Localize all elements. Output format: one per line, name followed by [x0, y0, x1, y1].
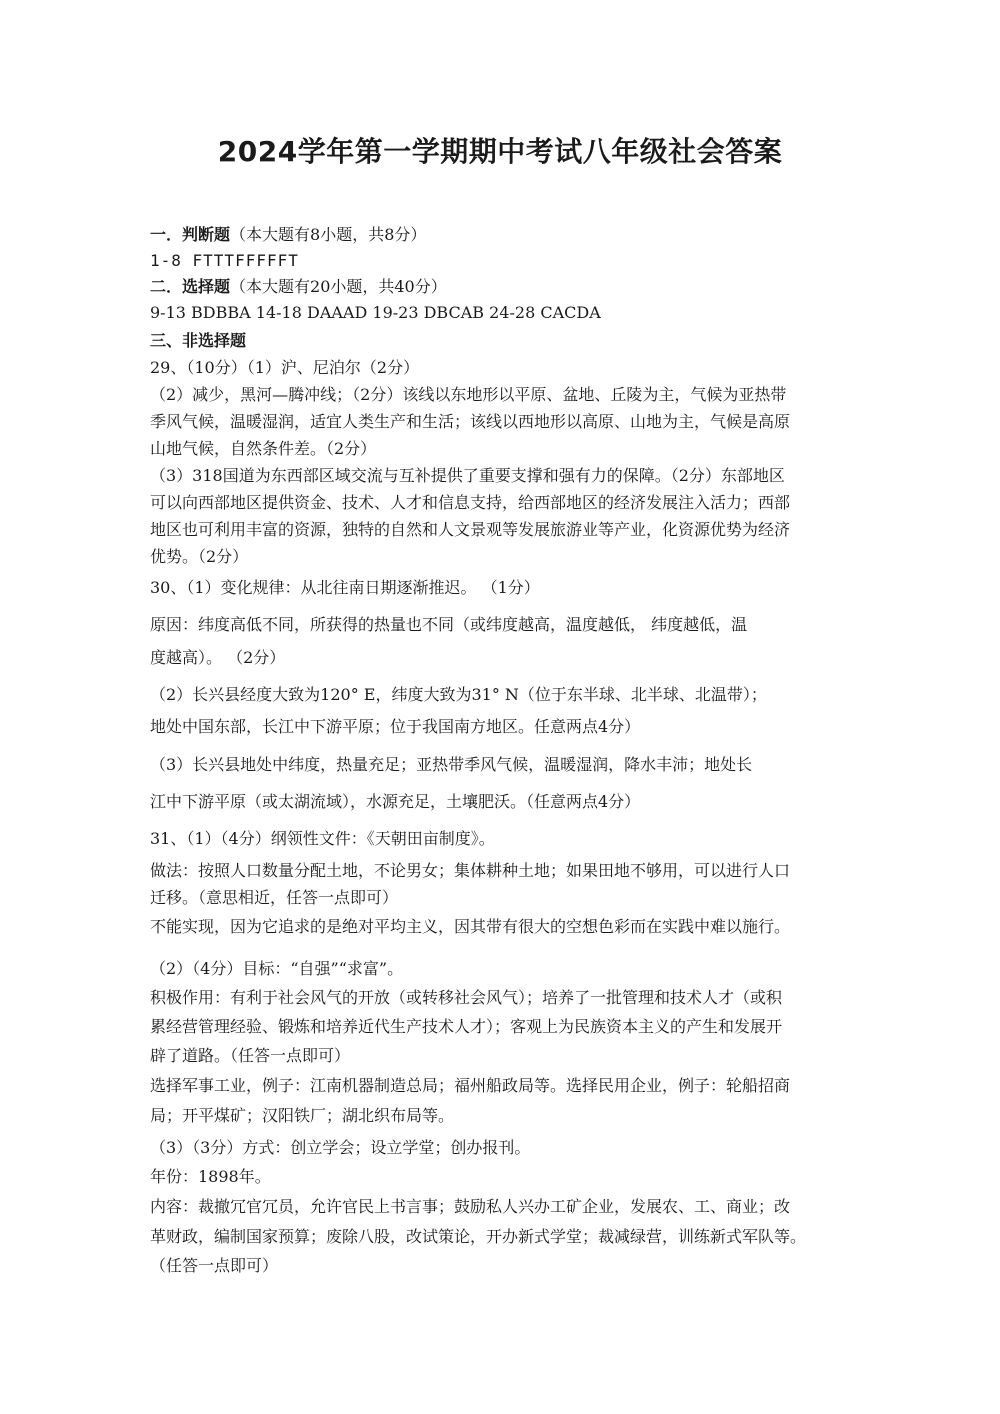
- q29-line: （2）减少，黑河—腾冲线；（2分）该线以东地形以平原、盆地、丘陵为主，气候为亚热带: [150, 385, 787, 404]
- q31-line: 做法：按照人口数量分配土地，不论男女；集体耕种土地；如果田地不够用，可以进行人口: [150, 861, 791, 880]
- q31-line: （2）（4分）目标：“自强”“求富”。: [150, 959, 404, 978]
- section-2-note: （本大题有20小题，共40分）: [230, 277, 447, 296]
- q29-line: 季风气候，温暖湿润，适宜人类生产和生活；该线以西地形以高原、山地为主，气候是高原: [150, 412, 791, 431]
- q31-line: 局；开平煤矿；汉阳铁厂；湖北织布局等。: [150, 1106, 455, 1125]
- q30-line: 度越高）。 （2分）: [150, 648, 286, 667]
- q31-line: 累经营管理经验、锻炼和培养近代生产技术人才）；客观上为民族资本主义的产生和发展开: [150, 1017, 783, 1036]
- section-3-title: 三、非选择题: [150, 331, 247, 350]
- q30-line: 原因：纬度高低不同，所获得的热量也不同（或纬度越高，温度越低， 纬度越低，温: [150, 615, 748, 634]
- q31-line: 选择军事工业，例子：江南机器制造总局；福州船政局等。选择民用企业，例子：轮船招商: [150, 1076, 791, 1095]
- section-1-title: 一．判断题: [150, 225, 231, 244]
- q29-line: 29、（10分）（1）沪、尼泊尔（2分）: [150, 358, 420, 377]
- q29-line: （3）318国道为东西部区域交流与互补提供了重要支撑和强有力的保障。（2分）东部地区: [150, 466, 785, 485]
- q31-line: 不能实现，因为它追求的是绝对平均主义，因其带有很大的空想色彩而在实践中难以施行。: [150, 917, 791, 936]
- q30-line: 地处中国东部，长江中下游平原；位于我国南方地区。任意两点4分）: [150, 717, 641, 736]
- section-2-title: 二．选择题: [150, 277, 231, 296]
- q31-line: 年份：1898年。: [150, 1167, 271, 1186]
- section-2-answers: 9-13 BDBBA 14-18 DAAAD 19-23 DBCAB 24-28 CACDA: [150, 303, 601, 322]
- section-1-heading: [150, 222, 860, 248]
- section-2-heading: [150, 274, 860, 300]
- q29-line: 地区也可利用丰富的资源，独特的自然和人文景观等发展旅游业等产业，化资源优势为经济: [150, 520, 791, 539]
- q30-line: 江中下游平原（或太湖流域），水源充足，土壤肥沃。（任意两点4分）: [150, 792, 641, 811]
- q31-line: （任答一点即可）: [150, 1256, 279, 1275]
- q29-line: 山地气候，自然条件差。（2分）: [150, 439, 377, 458]
- q29-line: 优势。（2分）: [150, 547, 249, 566]
- q31-line: （3）（3分）方式：创立学会；设立学堂；创办报刊。: [150, 1138, 531, 1157]
- page-title: 2024学年第一学期期中考试八年级社会答案: [217, 135, 783, 168]
- q31-line: 辟了道路。（任答一点即可）: [150, 1046, 351, 1065]
- q30-line: （2）长兴县经度大致为120° E，纬度大致为31° N（位于东半球、北半球、北温带）；: [150, 685, 767, 704]
- q30-line: 30、（1）变化规律：从北往南日期逐渐推迟。 （1分）: [150, 578, 540, 597]
- q31-line: 革财政，编制国家预算；废除八股，改试策论，开办新式学堂；裁减绿营，训练新式军队等。: [150, 1227, 807, 1246]
- q31-line: 积极作用：有利于社会风气的开放（或转移社会风气）；培养了一批管理和技术人才（或积: [150, 988, 783, 1007]
- q29-line: 可以向西部地区提供资金、技术、人才和信息支持，给西部地区的经济发展注入活力；西部: [150, 493, 791, 512]
- q31-line: 迁移。（意思相近，任答一点即可）: [150, 888, 399, 907]
- section-1-note: （本大题有8小题，共8分）: [230, 225, 427, 244]
- q31-line: 31、（1）（4分）纲领性文件：《天朝田亩制度》。: [150, 829, 495, 848]
- q31-line: 内容：裁撤冗官冗员，允许官民上书言事；鼓励私人兴办工矿企业，发展农、工、商业；改: [150, 1197, 791, 1216]
- section-1-answers: 1-8 FTTTFFFFFT: [150, 251, 299, 270]
- q30-line: （3）长兴县地处中纬度，热量充足；亚热带季风气候，温暖湿润，降水丰沛；地处长: [150, 755, 753, 774]
